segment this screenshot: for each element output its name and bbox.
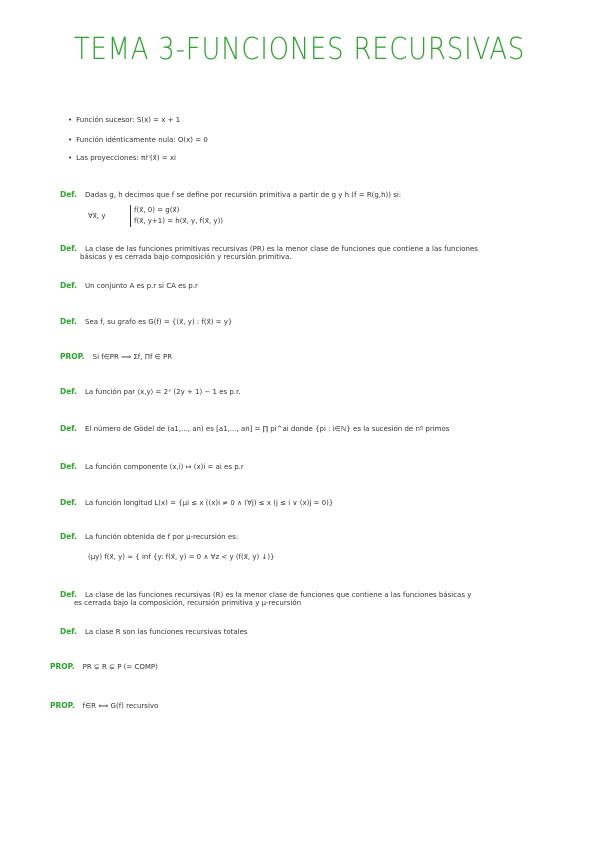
prop-inclusions: PROP. PR ⊊ R ⊊ P (= COMP) — [50, 662, 158, 671]
def-length: Def. La función longitud L(x) = {μi ≤ x ((x)i ≠ 0 ∧ (∀j) ≤ x (j ≤ i ∨ (x)j = 0)} — [60, 498, 334, 507]
def-graph: Def. Sea f, su grafo es G(f) = {(x⃗, y) : f(x⃗) = y} — [60, 317, 233, 326]
def-pr-set: Def. Un conjunto A es p.r si CA es p.r — [60, 281, 198, 290]
def-mu-recursion: Def. La función obtenida de f por μ-recursión es: (μy) f(x⃗, y) ≈ { inf {y: f(x⃗, y) = 0 ∧ ∀z < y (f(x⃗, y) ↓)} — [60, 532, 275, 561]
def-godel-number: Def. El número de Gödel de (a1,..., an) es [a1,..., an] = ∏ pi^ai donde {pi : i∈ℕ} es la sucesión de nº primos — [60, 424, 450, 433]
def-primitive-recursion: Def. Dadas g, h decimos que f se define por recursión primitiva a partir de g y h (f = R(g,h)) si: — [60, 190, 402, 199]
bullet-null: • Función idénticamente nula: O(x) = 0 — [68, 136, 208, 144]
prop-graph-recursive: PROP. f∈R ⟺ G(f) recursivo — [50, 701, 159, 710]
def-quantifier: ∀x⃗, y — [88, 212, 106, 220]
def-component: Def. La función componente (x,i) ↦ (x)i = ai es p.r — [60, 462, 244, 471]
bullet-successor: • Función sucesor: S(x) = x + 1 — [68, 116, 181, 124]
def-total-recursive: Def. La clase R son las funciones recursivas totales — [60, 627, 248, 636]
bullet-projections: • Las proyecciones: πiⁿ(x⃗) = xi — [68, 154, 176, 162]
def-recursive-class: Def. La clase de las funciones recursivas (R) es la menor clase de funciones que contiene a las funciones básicas y es cerrada bajo la composición, recursión primitiva y μ-recursión — [60, 590, 472, 607]
page-title: TEMA 3-FUNCIONES RECURSIVAS — [73, 32, 526, 67]
def-pair-function: Def. La función par ⟨x,y⟩ = 2ˣ (2y + 1) − 1 es p.r. — [60, 387, 241, 396]
def-equations: f(x⃗, 0) = g(x⃗) f(x⃗, y+1) = h(x⃗, y, f(x⃗, y)) — [130, 205, 223, 227]
prop-sum-product: PROP. Si f∈PR ⟹ Σf, Πf ∈ PR — [60, 352, 173, 361]
def-pr-class: Def. La clase de las funciones primitivas recursivas (PR) es la menor clase de funciones que contiene a las funciones básicas y es cerrada bajo composición y recursión primitiva. — [60, 244, 478, 261]
